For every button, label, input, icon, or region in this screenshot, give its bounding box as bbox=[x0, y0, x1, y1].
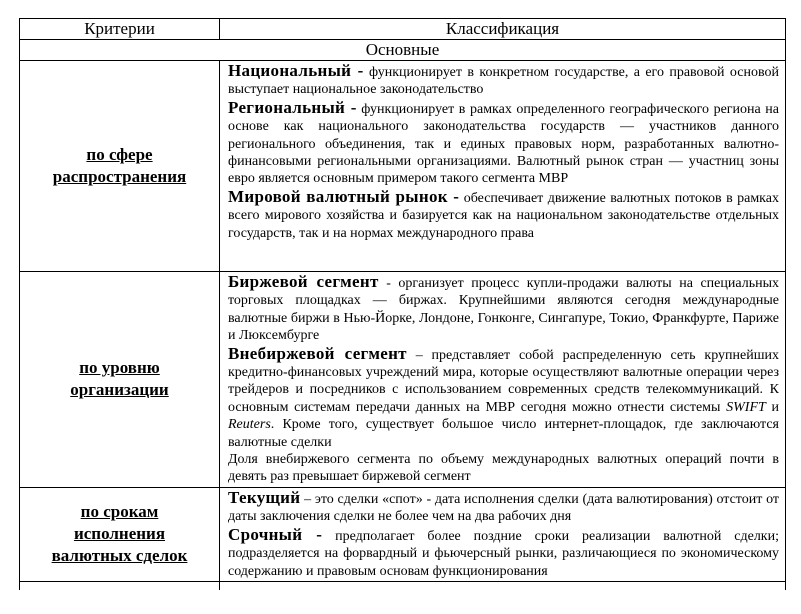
item-text: функционирует в конкретном государстве, а его правовой основой выступает национальное законодательство bbox=[228, 65, 779, 98]
item-term: Внебиржевой сегмент bbox=[228, 343, 407, 363]
table-row bbox=[20, 487, 786, 581]
classification-item bbox=[228, 62, 779, 99]
table-header-row bbox=[20, 19, 786, 40]
item-term: Срочный - bbox=[228, 524, 323, 544]
item-emphasis: SWIFT bbox=[726, 399, 766, 415]
continuation-cell bbox=[20, 581, 220, 590]
section-row bbox=[20, 40, 786, 61]
item-term: Мировой валютный рынок - bbox=[228, 186, 460, 206]
header-criteria: Критерии bbox=[20, 19, 220, 40]
classification-item bbox=[228, 345, 779, 451]
item-text: обеспечивает движение валютных потоков в рамках всего мирового хозяйства и базируется как на национальном законодательстве отдельных государств, так и на нормах международного права bbox=[228, 190, 779, 241]
classification-table bbox=[19, 18, 786, 590]
classification-item bbox=[228, 188, 779, 242]
criterion-line: исполнения bbox=[73, 524, 166, 544]
classification-cell bbox=[220, 272, 786, 488]
item-text: – представляет собой распределенную сеть крупнейших кредитно-финансовых учреждений мира, которые осуществляют валютные операции через трейдеров и посредников с использованием современных средств телекоммуникаций. К основным системам передачи данных на МВР сегодня можно отнести системы bbox=[228, 347, 779, 415]
criterion-line: организации bbox=[70, 380, 169, 400]
criterion-line: по уровню bbox=[79, 358, 160, 378]
criterion-line: по сфере bbox=[86, 145, 153, 164]
item-text: – это сделки «спот» - дата исполнения сделки (дата валютирования) отстоит от даты заключения сделки не более чем на два рабочих дня bbox=[228, 491, 779, 525]
item-text: предполагает более поздние сроки реализации валютной сделки; подразделяется на форвардный и фьючерсный рынки, различающиеся по экономическому содержанию и правовым основам функционирования bbox=[228, 528, 779, 579]
item-text: и bbox=[765, 399, 779, 415]
item-emphasis: Reuters bbox=[228, 417, 271, 433]
item-term: Региональный - bbox=[228, 97, 357, 117]
classification-item bbox=[228, 99, 779, 188]
criterion-line: по срокам bbox=[80, 502, 159, 522]
criterion-cell bbox=[20, 272, 220, 488]
item-term: Биржевой сегмент bbox=[228, 272, 379, 291]
section-label: Основные bbox=[20, 40, 786, 61]
classification-item bbox=[228, 489, 779, 526]
table-continuation-row bbox=[20, 581, 786, 590]
item-text: функционирует в рамках определенного географического региона на основе как национального законодательства государств — участников данного регионального объединения, так и единых правовых норм, разработанных валютно-финансовыми региональными организациями. Валютный рынок стран — участниц зоны евро является основным примером такого сегмента МВР bbox=[228, 101, 779, 187]
criterion-line: распространения bbox=[52, 167, 187, 186]
classification-cell bbox=[220, 61, 786, 272]
criterion-cell bbox=[20, 61, 220, 272]
item-term: Национальный - bbox=[228, 61, 364, 80]
classification-note: Доля внебиржевого сегмента по объему международных валютных операций почти в девять раз превышает биржевой сегмент bbox=[228, 452, 779, 485]
table-row bbox=[20, 61, 786, 272]
header-classification: Классификация bbox=[220, 19, 786, 40]
classification-item bbox=[228, 273, 779, 345]
item-text: . Кроме того, существует большое число интернет-площадок, где заключаются валютные сделки bbox=[228, 417, 779, 450]
continuation-cell bbox=[220, 581, 786, 590]
classification-cell bbox=[220, 487, 786, 581]
classification-item bbox=[228, 526, 779, 580]
table-row bbox=[20, 272, 786, 488]
criterion-line: валютных сделок bbox=[51, 546, 188, 566]
item-term: Текущий bbox=[228, 487, 301, 507]
criterion-cell bbox=[20, 487, 220, 581]
item-text: - организует процесс купли-продажи валюты на специальных торговых площадках — биржах. Крупнейшими являются сегодня международные валютные биржи в Нью-Йорке, Лондоне, Гонконге, Сингапуре, Токио, Франкфурте, Париже и Люксембурге bbox=[228, 276, 779, 344]
